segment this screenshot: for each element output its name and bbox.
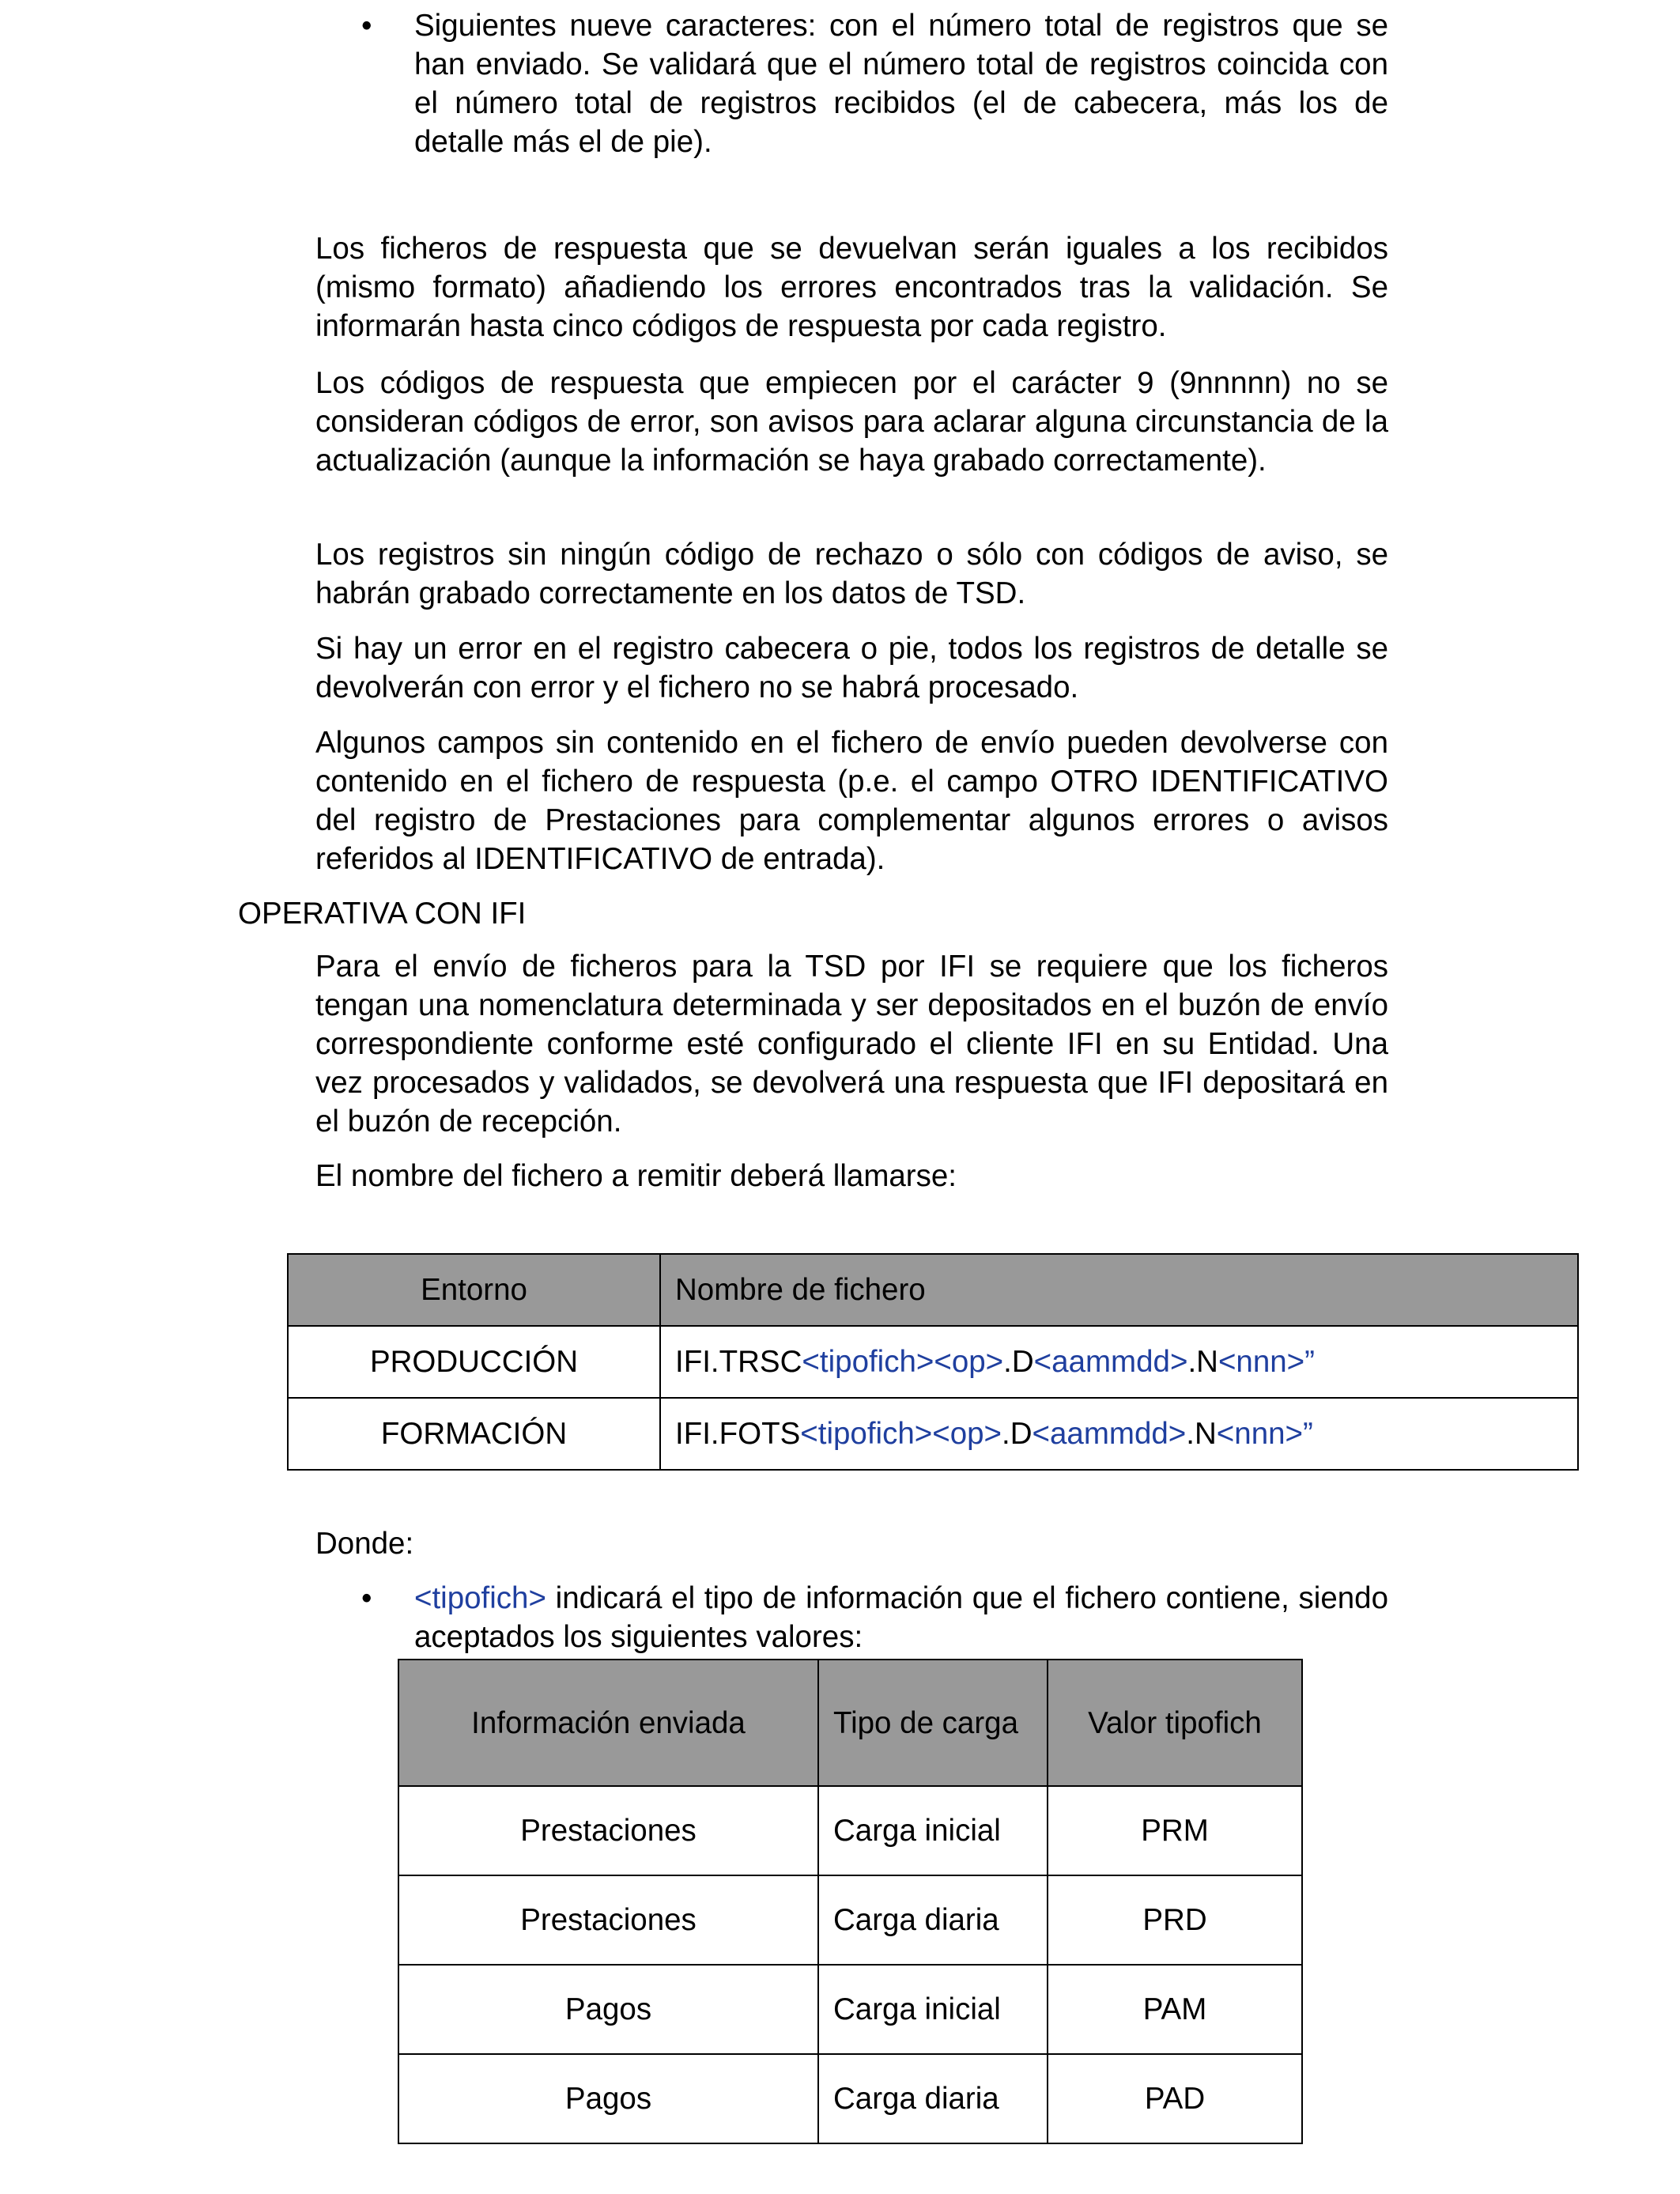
table-row xyxy=(398,1875,1302,1965)
paragraph-registros-sin-rechazo: Los registros sin ningún código de rechazo o sólo con códigos de aviso, se habrán grabado correctamente en los datos de TSD. xyxy=(315,538,1388,610)
bullet-icon: • xyxy=(361,1581,372,1615)
paragraph-nombre-fichero: El nombre del fichero a remitir deberá llamarse: xyxy=(315,1159,957,1193)
tipofich-table xyxy=(398,1659,1303,2144)
cell-entorno: PRODUCCIÓN xyxy=(288,1326,660,1398)
cell-tipo-carga: Carga diaria xyxy=(818,2054,1048,2143)
table-header-row xyxy=(398,1660,1302,1786)
placeholder-op: <op> xyxy=(934,1345,1004,1379)
paragraph-codigos-aviso: Los códigos de respuesta que empiecen por el carácter 9 (9nnnnn) no se consideran códigos de error, son avisos para aclarar alguna circunstancia de la actualización (aunque la información se haya grabado correctamente). xyxy=(315,366,1388,478)
cell-valor: PRM xyxy=(1048,1786,1302,1875)
cell-informacion: Prestaciones xyxy=(398,1875,818,1965)
header-tipo-carga: Tipo de carga xyxy=(818,1660,1048,1786)
cell-valor: PRD xyxy=(1048,1875,1302,1965)
placeholder-nnn: <nnn>” xyxy=(1218,1345,1315,1379)
paragraph-ficheros-respuesta: Los ficheros de respuesta que se devuelvan serán iguales a los recibidos (mismo formato) añadiendo los errores encontrados tras la validación. Se informarán hasta cinco códigos de respuesta por cada registro. xyxy=(315,232,1388,343)
cell-valor: PAM xyxy=(1048,1965,1302,2054)
tipofich-description: indicará el tipo de información que el fichero contiene, siendo aceptados los siguientes valores: xyxy=(414,1581,1388,1654)
donde-label: Donde: xyxy=(315,1527,414,1561)
header-valor-tipofich: Valor tipofich xyxy=(1048,1660,1302,1786)
cell-informacion: Pagos xyxy=(398,2054,818,2143)
file-number-prefix: .N xyxy=(1186,1417,1217,1451)
header-entorno: Entorno xyxy=(288,1254,660,1326)
cell-entorno: FORMACIÓN xyxy=(288,1398,660,1470)
paragraph-envio-ifi: Para el envío de ficheros para la TSD por IFI se requiere que los ficheros tengan una nomenclatura determinada y ser depositados en el buzón de envío correspondiente conforme esté configurado el cliente IFI en su Entidad. Una vez procesados y validados, se devolverá una respuesta que IFI depositará en el buzón de recepción. xyxy=(315,950,1388,1139)
file-date-prefix: .D xyxy=(1003,1345,1034,1379)
section-heading: OPERATIVA CON IFI xyxy=(238,897,527,931)
placeholder-tipofich: <tipofich> xyxy=(802,1345,934,1379)
table-row xyxy=(398,2054,1302,2143)
placeholder-nnn: <nnn>” xyxy=(1216,1417,1313,1451)
placeholder-aammdd: <aammdd> xyxy=(1032,1417,1187,1451)
file-prefix: IFI.TRSC xyxy=(675,1345,802,1379)
table-header-row xyxy=(288,1254,1578,1326)
table-row xyxy=(288,1398,1578,1470)
cell-nombre-fichero xyxy=(660,1398,1578,1470)
cell-tipo-carga: Carga inicial xyxy=(818,1965,1048,2054)
cell-informacion: Prestaciones xyxy=(398,1786,818,1875)
paragraph-error-cabecera: Si hay un error en el registro cabecera o pie, todos los registros de detalle se devolverán con error y el fichero no se habrá procesado. xyxy=(315,632,1388,704)
table-row xyxy=(398,1786,1302,1875)
cell-tipo-carga: Carga diaria xyxy=(818,1875,1048,1965)
file-number-prefix: .N xyxy=(1187,1345,1218,1379)
bullet-registros-totales: Siguientes nueve caracteres: con el número total de registros que se han enviado. Se validará que el número total de registros coincida con el número total de registros recibidos (el de cabecera, más los de detalle más el de pie). xyxy=(414,9,1388,159)
file-date-prefix: .D xyxy=(1002,1417,1033,1451)
table-row xyxy=(398,1965,1302,2054)
table-row xyxy=(288,1326,1578,1398)
cell-valor: PAD xyxy=(1048,2054,1302,2143)
header-nombre-fichero: Nombre de fichero xyxy=(660,1254,1578,1326)
header-informacion-enviada: Información enviada xyxy=(398,1660,818,1786)
cell-nombre-fichero xyxy=(660,1326,1578,1398)
bullet-tipofich xyxy=(414,1579,1388,1656)
placeholder-op: <op> xyxy=(932,1417,1002,1451)
tipofich-term: <tipofich> xyxy=(414,1581,546,1615)
bullet-icon: • xyxy=(361,9,372,43)
file-name-table xyxy=(287,1253,1579,1471)
cell-informacion: Pagos xyxy=(398,1965,818,2054)
placeholder-aammdd: <aammdd> xyxy=(1033,1345,1188,1379)
file-prefix: IFI.FOTS xyxy=(675,1417,801,1451)
cell-tipo-carga: Carga inicial xyxy=(818,1786,1048,1875)
placeholder-tipofich: <tipofich> xyxy=(800,1417,933,1451)
paragraph-campos-sin-contenido: Algunos campos sin contenido en el fichero de envío pueden devolverse con contenido en el fichero de respuesta (p.e. el campo OTRO IDENTIFICATIVO del registro de Prestaciones para complementar algunos errores o avisos referidos al IDENTIFICATIVO de entrada). xyxy=(315,726,1388,876)
